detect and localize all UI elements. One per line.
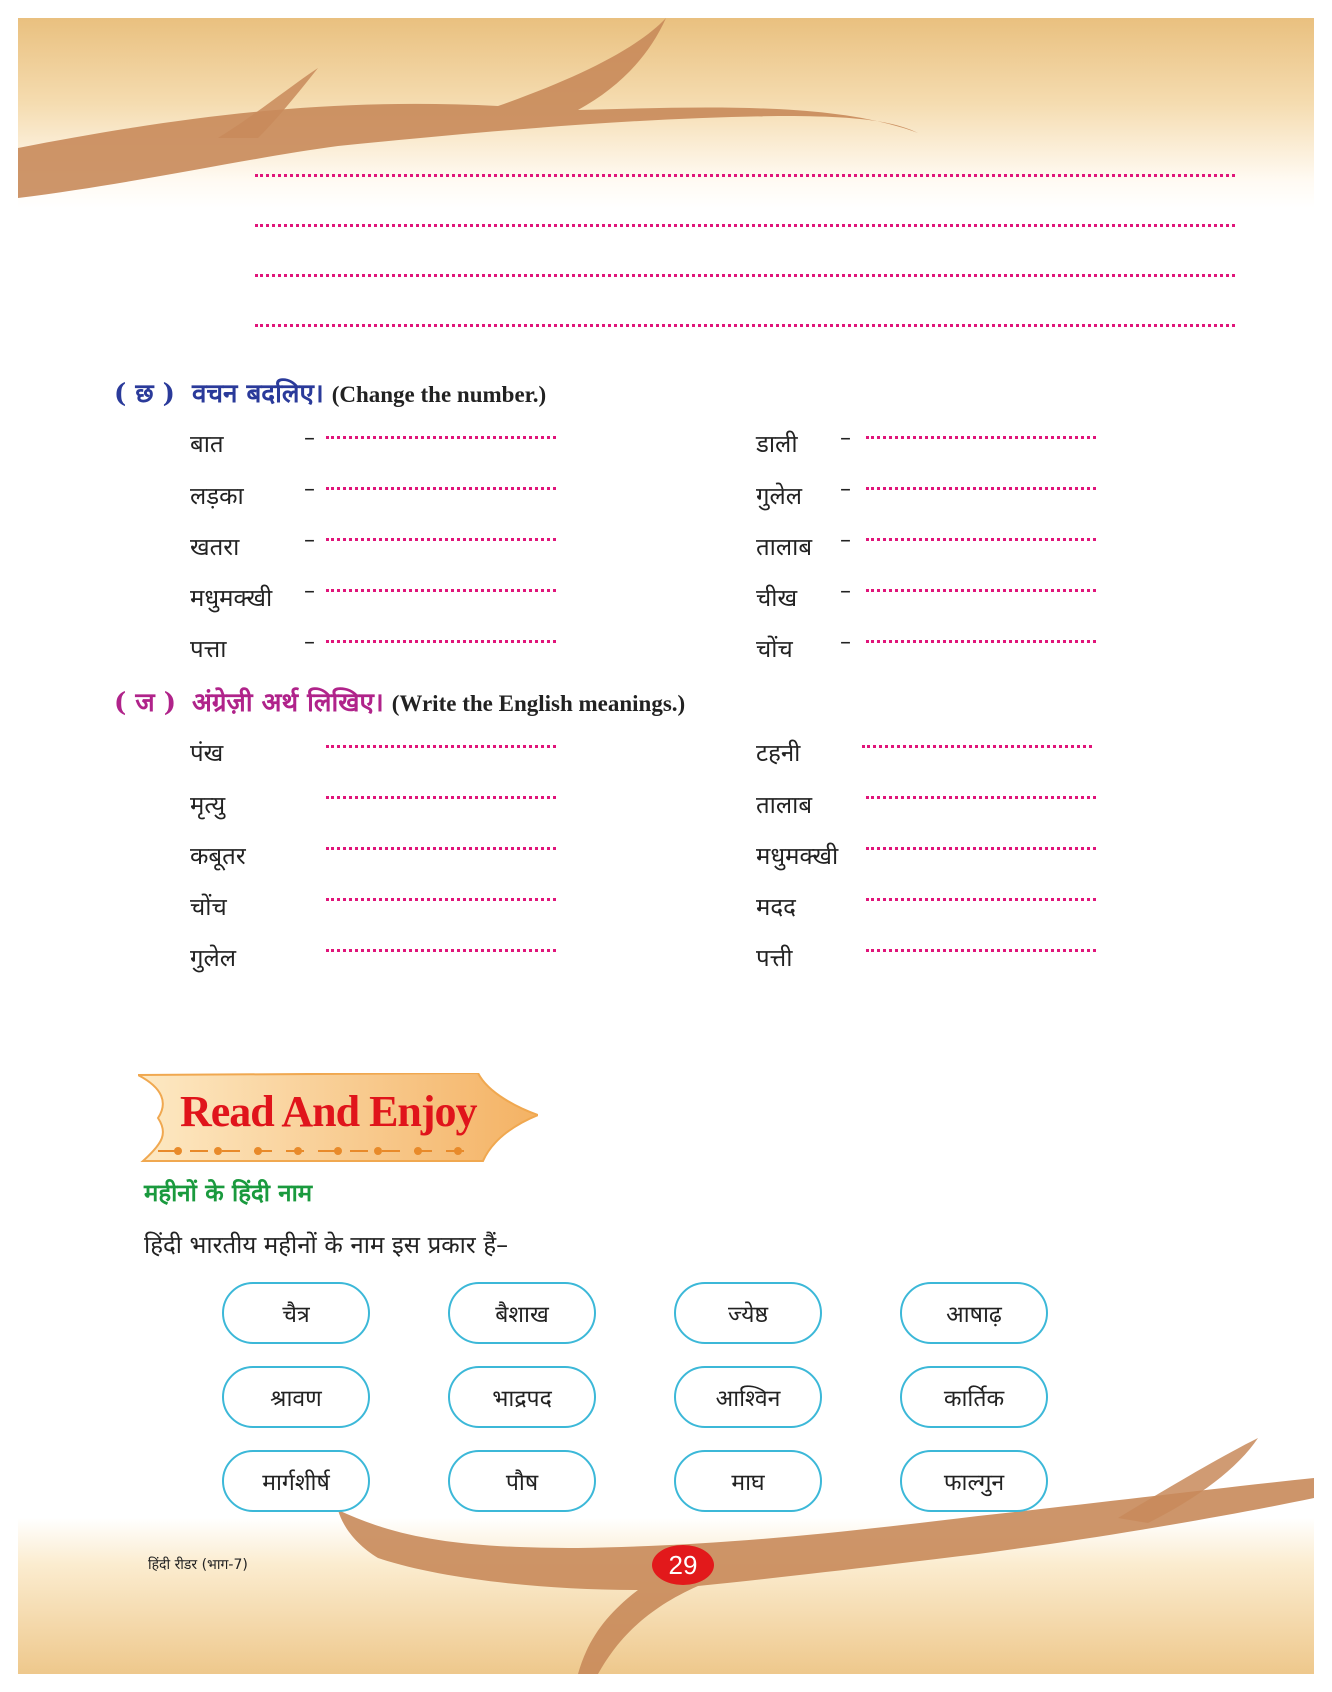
word-left: पत्ता — [190, 635, 227, 663]
dash: – — [304, 579, 315, 604]
word-left: कबूतर — [190, 842, 246, 870]
month-pill: चैत्र — [222, 1282, 370, 1344]
month-pill: माघ — [674, 1450, 822, 1512]
month-pill: आश्विन — [674, 1366, 822, 1428]
answer-line[interactable] — [866, 847, 1096, 850]
word-left: मृत्यु — [190, 791, 226, 819]
page-number: 29 — [652, 1545, 714, 1585]
word-right: चीख — [756, 584, 798, 612]
section-ja-heading — [114, 683, 685, 719]
section-english-title: (Write the English meanings.) — [391, 691, 686, 716]
dash: – — [304, 630, 315, 655]
word-left: बात — [190, 430, 224, 458]
month-pill: भाद्रपद — [448, 1366, 596, 1428]
dash: – — [840, 528, 851, 553]
answer-line[interactable] — [866, 640, 1096, 643]
month-pill: ज्येष्ठ — [674, 1282, 822, 1344]
answer-line[interactable] — [862, 745, 1092, 748]
banner-title: Read And Enjoy — [180, 1087, 477, 1136]
months-heading: महीनों के हिंदी नाम — [144, 1179, 313, 1207]
month-pill: पौष — [448, 1450, 596, 1512]
answer-line[interactable] — [326, 487, 556, 490]
answer-line[interactable] — [326, 847, 556, 850]
month-pill: कार्तिक — [900, 1366, 1048, 1428]
word-right: डाली — [756, 430, 798, 458]
dash: – — [304, 477, 315, 502]
month-pill: बैशाख — [448, 1282, 596, 1344]
section-cha-heading — [114, 374, 546, 410]
month-pill: फाल्गुन — [900, 1450, 1048, 1512]
answer-line[interactable] — [326, 949, 556, 952]
section-title: अंग्रेज़ी अर्थ लिखिए। — [192, 688, 384, 718]
answer-line[interactable] — [326, 898, 556, 901]
writing-line[interactable] — [255, 324, 1235, 327]
dash: – — [840, 579, 851, 604]
answer-line[interactable] — [326, 538, 556, 541]
word-right: पत्ती — [756, 944, 793, 972]
word-left: गुलेल — [190, 944, 237, 972]
month-pill: आषाढ़ — [900, 1282, 1048, 1344]
answer-line[interactable] — [326, 796, 556, 799]
section-number: ( छ ) — [114, 379, 175, 409]
word-right: तालाब — [756, 533, 813, 561]
dash: – — [840, 477, 851, 502]
answer-line[interactable] — [866, 589, 1096, 592]
answer-line[interactable] — [326, 436, 556, 439]
word-left: पंख — [190, 739, 224, 767]
months-intro: हिंदी भारतीय महीनों के नाम इस प्रकार हैं– — [144, 1231, 509, 1259]
word-left: चोंच — [190, 893, 227, 921]
answer-line[interactable] — [326, 640, 556, 643]
dash: – — [840, 630, 851, 655]
word-left: लड़का — [190, 482, 244, 510]
word-left: मधुमक्खी — [190, 584, 273, 612]
section-title: वचन बदलिए। — [192, 379, 324, 409]
word-left: खतरा — [190, 533, 240, 561]
section-number: ( ज ) — [114, 688, 176, 718]
writing-line[interactable] — [255, 224, 1235, 227]
month-pill: मार्गशीर्ष — [222, 1450, 370, 1512]
section-english-title: (Change the number.) — [331, 382, 547, 407]
answer-line[interactable] — [326, 589, 556, 592]
page — [18, 18, 1314, 1674]
answer-line[interactable] — [866, 436, 1096, 439]
writing-line[interactable] — [255, 174, 1235, 177]
word-right: चोंच — [756, 635, 793, 663]
answer-line[interactable] — [326, 745, 556, 748]
word-right: मधुमक्खी — [756, 842, 839, 870]
book-title: हिंदी रीडर (भाग-7) — [148, 1557, 248, 1573]
answer-line[interactable] — [866, 487, 1096, 490]
answer-line[interactable] — [866, 949, 1096, 952]
dash: – — [304, 528, 315, 553]
dash: – — [840, 426, 851, 451]
word-right: टहनी — [756, 739, 801, 767]
month-pill: श्रावण — [222, 1366, 370, 1428]
word-right: गुलेल — [756, 482, 803, 510]
answer-line[interactable] — [866, 796, 1096, 799]
answer-line[interactable] — [866, 898, 1096, 901]
answer-line[interactable] — [866, 538, 1096, 541]
dash: – — [304, 426, 315, 451]
word-right: तालाब — [756, 791, 813, 819]
writing-line[interactable] — [255, 274, 1235, 277]
word-right: मदद — [756, 893, 796, 921]
